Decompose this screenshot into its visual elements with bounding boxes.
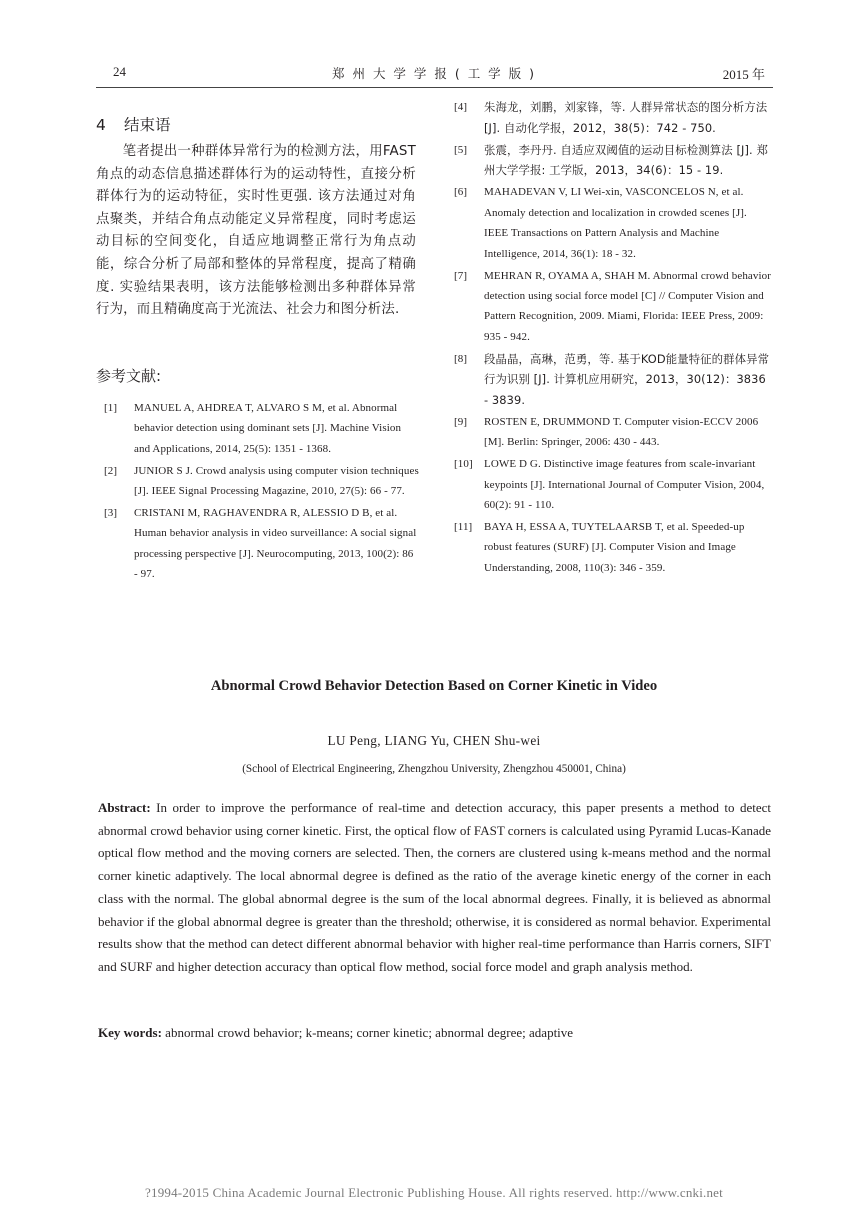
reference-item: [96, 398, 420, 459]
reference-text: MANUEL A, AHDREA T, ALVARO S M, et al. Abnormal behavior detection using dominant sets [J]. Machine Vision and Applications, 2014, 25(5): 1351 - 1368.: [134, 402, 402, 455]
reference-list-left: [96, 398, 420, 586]
section-title: 结束语: [124, 116, 171, 134]
keywords-text: abnormal crowd behavior; k-means; corner kinetic; abnormal degree; adaptive: [165, 1025, 574, 1040]
english-abstract: [98, 797, 771, 979]
header-rule: [96, 87, 773, 88]
reference-text: 张震，李丹丹. 自适应双阈值的运动目标检测算法 [J]. 郑州大学学报: 工学版，2013，34(6)：15 - 19.: [484, 142, 768, 178]
reference-number: [7]: [454, 269, 468, 282]
reference-text: 段晶晶，高琳，范勇，等. 基于KOD能量特征的群体异常行为识别 [J]. 计算机应用研究，2013，30(12)：3836 - 3839.: [484, 351, 770, 407]
reference-item: [446, 517, 772, 578]
reference-item: [96, 461, 420, 502]
english-title: Abnormal Crowd Behavior Detection Based on Corner Kinetic in Video: [210, 678, 658, 694]
reference-number: [5]: [454, 143, 468, 156]
reference-item: [446, 454, 772, 515]
reference-text: JUNIOR S J. Crowd analysis using computer vision techniques [J]. IEEE Signal Processing Magazine, 2010, 27(5): 66 - 77.: [134, 464, 419, 498]
reference-text: MAHADEVAN V, LI Wei-xin, VASCONCELOS N, et al. Anomaly detection and localization in crowded scenes [J]. IEEE Transactions on Pattern Analysis and Machine Intelligence, 2014, 36(1): 18 - 32.: [484, 186, 747, 260]
reference-text: LOWE D G. Distinctive image features from scale-invariant keypoints [J]. International Journal of Computer Vision, 2004, 60(2): 91 - 110.: [484, 458, 765, 512]
reference-item: [446, 140, 772, 181]
copyright-footer: ?1994-2015 China Academic Journal Electronic Publishing House. All rights reserved. http://www.cnki.net: [145, 1185, 723, 1200]
reference-text: 朱海龙，刘鹏，刘家锋，等. 人群异常状态的图分析方法 [J]. 自动化学报，2012，38(5)：742 - 750.: [484, 100, 768, 135]
english-authors: LU Peng, LIANG Yu, CHEN Shu-wei: [327, 733, 541, 748]
reference-number: [3]: [104, 507, 118, 520]
reference-item: [446, 266, 772, 348]
reference-item: [446, 412, 772, 453]
reference-number: [8]: [454, 352, 468, 365]
section-number: 4: [96, 116, 106, 134]
reference-number: [4]: [454, 101, 468, 113]
reference-number: [10]: [454, 458, 473, 471]
abstract-text: In order to improve the performance of real-time and detection accuracy, this paper presents a method to detect abnormal crowd behavior using corner kinetic. First, the optical flow of FAST corners is calculated using Pyramid Lucas-Kanade optical flow method and the moving corners are selected. Then, the corners are clustered using k-means method and the normal corner kinetic adaptively. The local abnormal degree is defined as the ratio of the average kinetic energy of the corner in each class with the normal. The global abnormal degree is the sum of the local abnormal degrees. Finally, it is believed as abnormal behavior if the global abnormal degree is greater than the threshold; otherwise, it is considered as normal behavior. Experimental results show that the method can detect different abnormal behavior with higher real-time performance than Harris corners, SIFT and SURF and higher detection accuracy than optical flow method, social force model and graph analysis method.: [98, 800, 771, 974]
journal-name: 郑 州 大 学 学 报 ( 工 学 版 ): [332, 66, 536, 81]
reference-text: CRISTANI M, RAGHAVENDRA R, ALESSIO D B, et al. Human behavior analysis in video surveillance: A social signal processing perspective [J]. Neurocomputing, 2013, 100(2): 86 - 97.: [134, 507, 417, 581]
reference-item: [96, 503, 420, 585]
english-keywords: [98, 1025, 771, 1041]
page-number: 24: [113, 64, 126, 79]
references-heading: 参考文献:: [96, 367, 162, 385]
publication-year: 2015 年: [722, 67, 765, 82]
reference-list-right: [446, 97, 772, 580]
reference-number: [9]: [454, 415, 468, 428]
conclusion-paragraph: 笔者提出一种群体异常行为的检测方法，用FAST角点的动态信息描述群体行为的运动特性，直接分析群体行为的运动特征，实时性更强. 该方法通过对角点聚类，并结合角点动能定义异常程度，同时考虑运动目标的空间变化，自适应地调整正常行为角点动能，综合分析了局部和整体的异常程度，提高了精确度. 实验结果表明，该方法能够检测出多种群体异常行为，而且精确度高于光流法、社会力和图分析法.: [96, 144, 416, 318]
reference-item: [446, 349, 772, 411]
reference-text: ROSTEN E, DRUMMOND T. Computer vision-ECCV 2006 [M]. Berlin: Springer, 2006: 430 - 443.: [484, 415, 759, 449]
reference-item: [446, 182, 772, 264]
section-heading: [96, 113, 171, 135]
reference-number: [6]: [454, 186, 468, 199]
reference-item: [446, 97, 772, 138]
reference-text: BAYA H, ESSA A, TUYTELAARSB T, et al. Speeded-up robust features (SURF) [J]. Computer Vision and Image Understanding, 2008, 110(3): 346 - 359.: [484, 520, 745, 574]
reference-number: [2]: [104, 464, 118, 477]
reference-number: [11]: [454, 520, 473, 533]
english-affiliation: (School of Electrical Engineering, Zhengzhou University, Zhengzhou 450001, China): [242, 763, 626, 775]
abstract-label: Abstract:: [98, 800, 151, 815]
keywords-label: Key words:: [98, 1025, 162, 1040]
reference-text: MEHRAN R, OYAMA A, SHAH M. Abnormal crowd behavior detection using social force model [C] // Computer Vision and Pattern Recognition, 2009. Miami, Florida: IEEE Press, 2009: 935 - 942.: [484, 269, 772, 343]
reference-number: [1]: [104, 402, 118, 414]
